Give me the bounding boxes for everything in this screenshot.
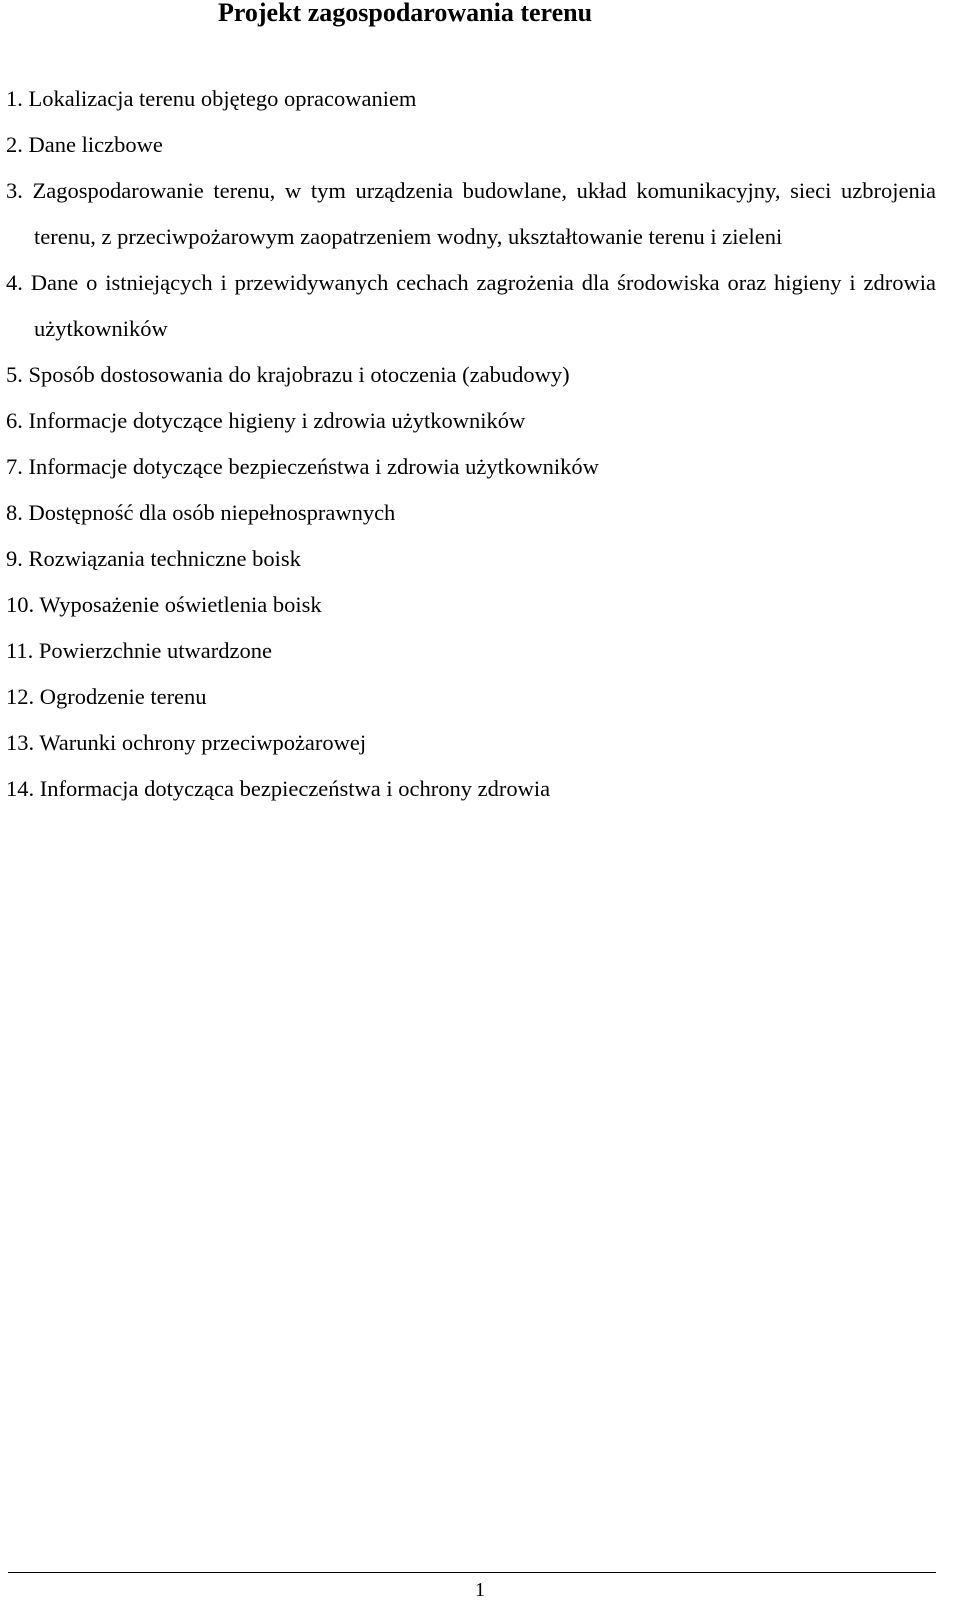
footer-divider [8,1572,936,1573]
toc-item-9: 9. Rozwiązania techniczne boisk [6,546,301,571]
toc-item-4: 4. Dane o istniejących i przewidywanych cechach zagrożenia dla środowiska oraz higieny i zdrowia użytkowników [6,270,936,341]
page-title: Projekt zagospodarowania terenu [217,0,593,27]
toc-item-5: 5. Sposób dostosowania do krajobrazu i otoczenia (zabudowy) [6,362,570,387]
toc-item-10: 10. Wyposażenie oświetlenia boisk [6,592,322,617]
table-of-contents [6,76,936,812]
toc-item-1: 1. Lokalizacja terenu objętego opracowaniem [6,86,417,111]
toc-item-13: 13. Warunki ochrony przeciwpożarowej [6,730,367,755]
toc-item-11: 11. Powierzchnie utwardzone [6,638,272,663]
page-number: 1 [475,1579,485,1601]
toc-item-12: 12. Ogrodzenie terenu [6,684,207,709]
toc-item-8: 8. Dostępność dla osób niepełnosprawnych [6,500,396,525]
toc-item-6: 6. Informacje dotyczące higieny i zdrowia użytkowników [6,408,526,433]
toc-item-2: 2. Dane liczbowe [6,132,163,157]
toc-item-3: 3. Zagospodarowanie terenu, w tym urządzenia budowlane, układ komunikacyjny, sieci uzbrojenia terenu, z przeciwpożarowym zaopatrzeniem wodny, ukształtowanie terenu i zieleni [6,178,936,249]
toc-item-7: 7. Informacje dotyczące bezpieczeństwa i zdrowia użytkowników [6,454,599,479]
toc-item-14: 14. Informacja dotycząca bezpieczeństwa i ochrony zdrowia [6,776,551,801]
